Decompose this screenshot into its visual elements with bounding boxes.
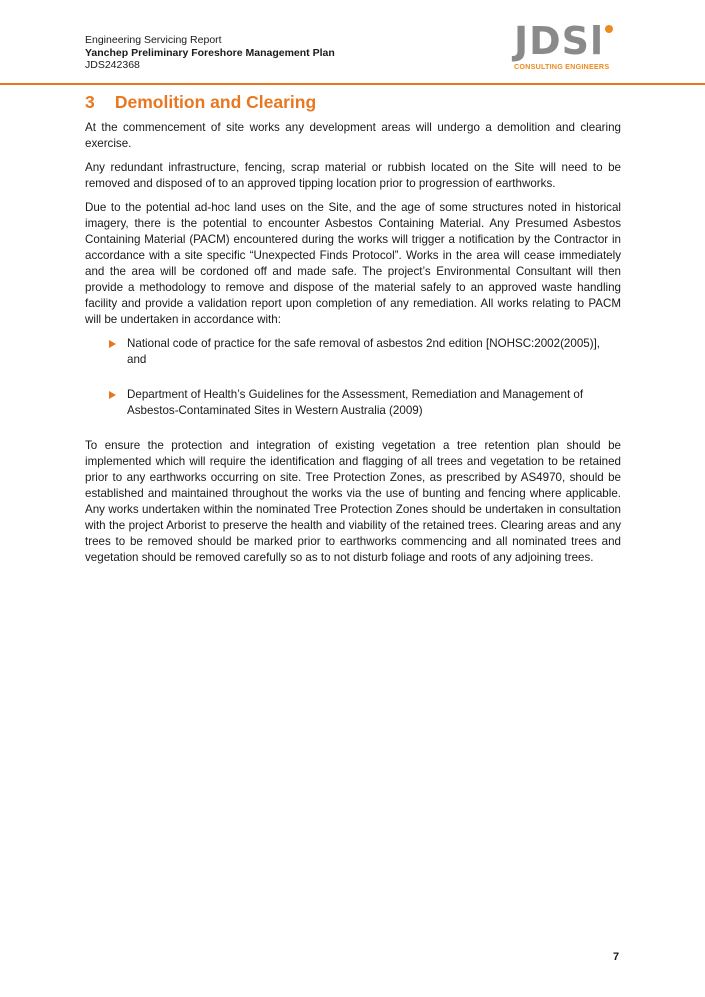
project-title: Yanchep Preliminary Foreshore Management Plan: [85, 46, 335, 59]
section-number: 3: [85, 92, 95, 112]
logo-subtitle: CONSULTING ENGINEERS: [514, 62, 610, 71]
page-number: 7: [613, 951, 620, 963]
logo-mark: JDSl: [514, 19, 605, 63]
triangle-bullet-icon: [109, 340, 116, 348]
list-item: [85, 336, 621, 368]
paragraph: Any redundant infrastructure, fencing, scrap material or rubbish located on the Site will need to be removed and disposed of to an approved tipping location prior to progression of earthworks.: [85, 161, 621, 190]
list-item: [85, 387, 621, 419]
triangle-bullet-icon: [109, 391, 116, 399]
project-number: JDS242368: [85, 59, 140, 71]
paragraph: Due to the potential ad-hoc land uses on the Site, and the age of some structures noted in historical imagery, there is the potential to encounter Asbestos Containing Material. Any Presumed Asbestos Containing Material (PACM) encountered during the works will trigger a notification by the Contractor in accordance with a site specific “Unexpected Finds Protocol”. Works in the area will cease immediately and the area will be cordoned off and made safe. The project’s Environmental Consultant will then provide a methodology to remove and dispose of the material safely to an approved waste handling facility and provide a validation report upon completion of any remediation. All works relating to PACM will be undertaken in accordance with:: [85, 201, 621, 326]
section-body: [85, 120, 621, 574]
bullet-list: [85, 336, 621, 419]
report-type: Engineering Servicing Report: [85, 34, 222, 46]
section-title: Demolition and Clearing: [114, 92, 317, 112]
list-item-text: National code of practice for the safe removal of asbestos 2nd edition [NOHSC:2002(2005)], and: [127, 337, 601, 366]
document-header: [85, 34, 335, 72]
logo-dot-icon: [605, 25, 613, 33]
company-logo: [512, 19, 620, 74]
paragraph: At the commencement of site works any development areas will undergo a demolition and clearing exercise.: [85, 121, 621, 150]
list-item-text: Department of Health’s Guidelines for the Assessment, Remediation and Management of Asbestos-Contaminated Sites in Western Australia (2009): [127, 388, 584, 417]
header-divider: [0, 83, 705, 85]
section-heading: [85, 92, 316, 113]
paragraph: To ensure the protection and integration of existing vegetation a tree retention plan should be implemented which will require the identification and flagging of all trees and vegetation to be retained prior to any earthworks occurring on site. Tree Protection Zones, as prescribed by AS4970, should be established and maintained throughout the works via the use of bunting and fencing where applicable. Any works undertaken within the nominated Tree Protection Zones should be undertaken in consultation with the project Arborist to preserve the health and viability of the retained trees. Clearing areas and any trees to be removed should be marked prior to earthworks commencing and all nominated trees and vegetation should be removed carefully so as to not disturb foliage and roots of any adjoining trees.: [85, 439, 621, 564]
